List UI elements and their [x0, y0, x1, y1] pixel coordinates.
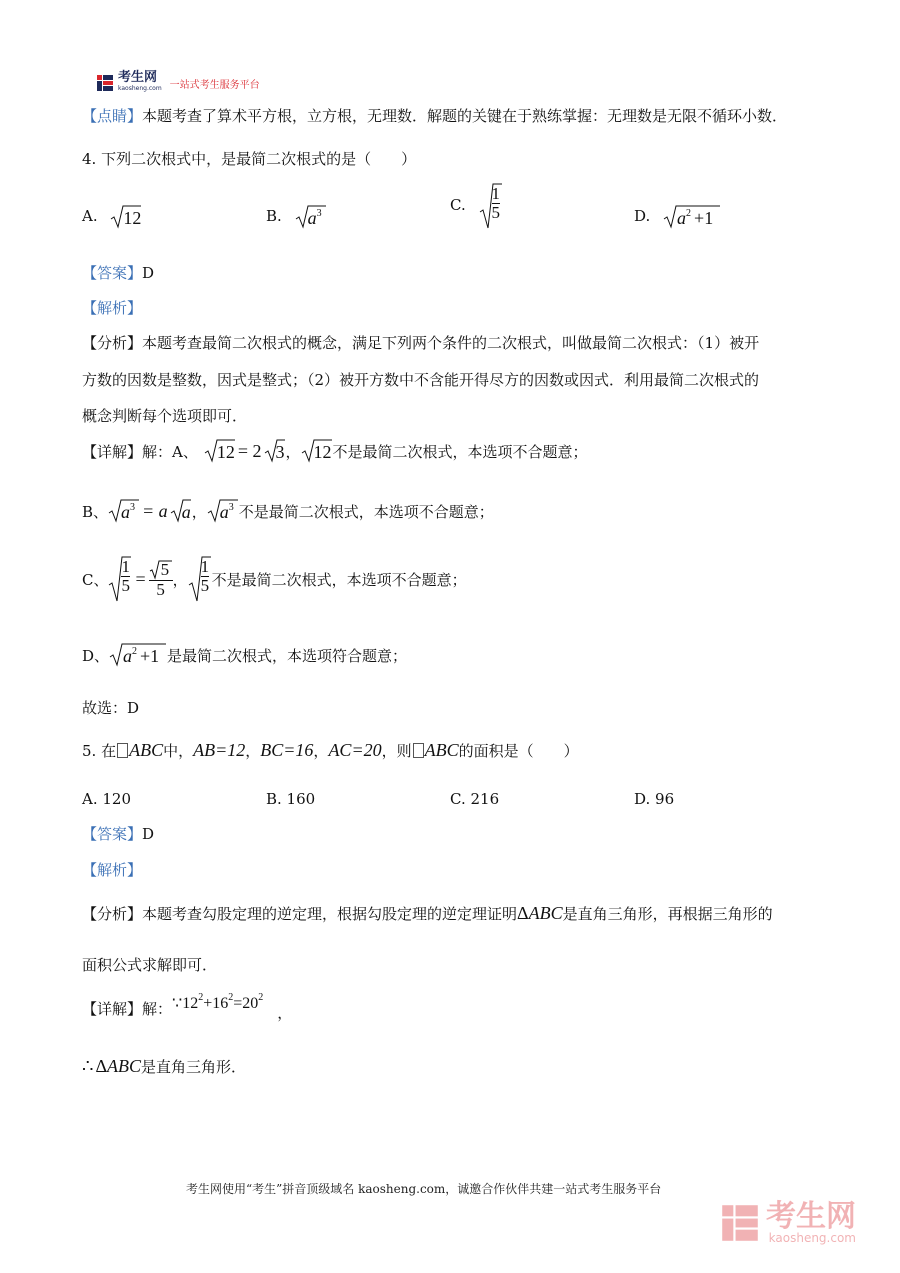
q4-xiangjie-c: C、 1 5 = $\frac{5}{5}$ ， 1 5 不是最简二次根式，本选项不合题意；: [82, 555, 467, 603]
base: a: [121, 502, 131, 522]
q5-answer-value: D: [142, 825, 155, 843]
kaosheng-watermark-icon: [720, 1203, 760, 1243]
q4-line-b-pre: B、: [82, 502, 109, 521]
comma: ，: [245, 742, 261, 760]
q4-option-b-label: B.: [266, 207, 282, 225]
eq-term: =20: [233, 995, 259, 1012]
q4-xiangjie-a: [82, 438, 588, 464]
sqrt-icon: [188, 555, 212, 603]
q4-option-d: [634, 204, 721, 230]
sqrt-icon: [295, 204, 327, 230]
q4-line-a-eq: = 2: [237, 440, 262, 461]
base: a: [181, 502, 191, 522]
exp: 2: [132, 646, 138, 657]
sqrt-icon: [479, 182, 503, 230]
q5-option-b: B. 160: [266, 790, 316, 808]
q4-option-a-label: A.: [82, 207, 98, 225]
base: a: [219, 502, 229, 522]
q5-option-c: C. 216: [450, 790, 500, 808]
kaosheng-logo-icon: [96, 74, 114, 92]
header-logo: [96, 72, 260, 94]
exp: 2: [228, 992, 234, 1003]
den: 5: [156, 579, 165, 599]
q5-jiexi: 【解析】: [82, 861, 143, 879]
q5-fenxi-1a: 本题考查勾股定理的逆定理，根据勾股定理的逆定理证明: [142, 905, 518, 923]
watermark: [720, 1199, 856, 1245]
q5-option-d: D. 96: [634, 790, 675, 808]
q4-c-den: 5: [491, 203, 500, 222]
q5-answer-tag: 【答案】: [82, 825, 143, 843]
exp: 2: [258, 992, 264, 1003]
q4-option-c-label: C.: [450, 196, 466, 214]
q4-answer-tag: 【答案】: [82, 264, 143, 282]
delta: Δ: [95, 1056, 108, 1076]
sqrt-icon: [207, 498, 239, 524]
exp: 3: [130, 502, 136, 513]
q4-fenxi-text-1: 本题考查最简二次根式的概念，满足下列两个条件的二次根式，叫做最简二次根式：（1）被开: [142, 334, 760, 352]
q4-b-exp: 3: [316, 208, 322, 219]
q4-d-tail: +1: [694, 208, 714, 228]
dianjing-tag: 【点睛】: [82, 107, 143, 125]
tail: +1: [140, 646, 160, 666]
q5-fenxi-1b: 是直角三角形，再根据三角形的: [562, 905, 773, 923]
q4-option-c: [450, 182, 503, 230]
sqrt-icon: [301, 438, 333, 464]
q4-line-a-rad: 3: [275, 442, 285, 462]
q4-line-c-post: 不是最简二次根式，本选项不合题意；: [211, 570, 467, 589]
q5-abc: ABC: [424, 740, 459, 760]
triangle-placeholder-icon: [413, 743, 424, 758]
q5-ab: AB=12: [193, 740, 246, 760]
q5-fenxi-tag: 【分析】: [82, 905, 143, 923]
q4-stem: 4. 下列二次根式中，是最简二次根式的是（ ）: [82, 150, 417, 168]
logo-slogan: 一站式考生服务平台: [169, 79, 260, 91]
q4-line-d-pre: D、: [82, 646, 110, 665]
q4-xiangjie-tag: 【详解】: [82, 442, 143, 461]
q5-therefore: [82, 1056, 246, 1077]
logo-domain: kaosheng.com: [118, 85, 162, 92]
dianjing-line: [82, 105, 787, 126]
q4-line-a-pre: 解：A、: [142, 442, 198, 461]
radicand: 12: [313, 442, 332, 462]
sqrt-icon: [110, 204, 142, 230]
q4-xiangjie-b: [82, 498, 494, 524]
footer-text: 考生网使用“考生”拼音顶级域名 kaosheng.com，诚邀合作伙伴共建一站式考生服务平台: [186, 1182, 662, 1196]
q4-b-base: a: [307, 208, 317, 228]
exp: 2: [198, 992, 204, 1003]
q5-xiangjie-pre: 解：: [142, 1000, 173, 1018]
q4-fenxi-line-1: [82, 332, 759, 353]
sqrt-icon: [204, 438, 236, 464]
q5-therefore-post: 是直角三角形．: [141, 1058, 247, 1076]
q4-line-a-post: 不是最简二次根式，本选项不合题意；: [332, 442, 588, 461]
exp: 3: [228, 502, 234, 513]
q5-bc: BC=16: [260, 740, 314, 760]
q5-abc: ABC: [528, 903, 563, 923]
q4-xiangjie-d: [82, 642, 407, 668]
q4-guxuan: 故选：D: [82, 699, 140, 717]
q5-option-a: A. 120: [82, 790, 131, 808]
q5-fenxi-line-1: [82, 903, 773, 924]
q5-stem-mid1: 中，: [163, 742, 194, 760]
den: 5: [121, 576, 130, 595]
comma: ，: [277, 1004, 293, 1022]
triangle-placeholder-icon: [117, 743, 128, 758]
q5-stem: [82, 740, 579, 761]
q4-line-b-post: 不是最简二次根式，本选项不合题意；: [238, 502, 494, 521]
comma: ，: [172, 570, 188, 589]
delta: Δ: [517, 903, 529, 923]
q4-line-c-pre: C、: [82, 570, 109, 589]
watermark-name: 考生网: [766, 1199, 856, 1234]
den: 5: [200, 576, 210, 595]
q5-stem-mid2: ，则: [381, 742, 412, 760]
q5-abc: ABC: [129, 740, 164, 760]
sqrt-icon: [108, 498, 140, 524]
q5-stem-pre: 5. 在: [82, 742, 117, 760]
q4-c-num: 1: [491, 184, 500, 203]
den: 5: [160, 559, 170, 579]
q5-stem-post: 的面积是（ ）: [458, 742, 579, 760]
q5-answer: [82, 823, 154, 844]
eq-term: +16: [203, 995, 229, 1012]
q5-xiangjie-tag: 【详解】: [82, 1000, 143, 1018]
q5-equation: [172, 992, 263, 1013]
q5-xiangjie: [82, 992, 292, 1023]
num: 1: [200, 557, 210, 576]
q4-fenxi-text-2: 方数的因数是整数，因式是整式；（2）被开方数中不含能开得尽方的因数或因式．利用最简二次根式的: [82, 371, 760, 389]
q4-option-b: [266, 204, 327, 230]
q4-option-a: [82, 204, 142, 230]
q4-d-base: a: [677, 208, 687, 228]
q4-d-exp: 2: [686, 208, 692, 219]
sqrt-icon: [264, 438, 286, 464]
comma: ，: [191, 502, 207, 521]
sqrt-icon: [109, 642, 167, 668]
q4-option-d-label: D.: [634, 207, 651, 225]
q4-fenxi-tag: 【分析】: [82, 334, 143, 352]
q5-abc: ABC: [107, 1056, 142, 1076]
fraction-sqrt5-over-5: [149, 560, 173, 599]
q4-jiexi: 【解析】: [82, 299, 143, 317]
dianjing-text: 本题考查了算术平方根，立方根，无理数．解题的关键在于熟练掌握：无理数是无限不循环小数．: [142, 107, 788, 125]
logo-name: 考生网: [118, 70, 158, 85]
therefore-icon: ∴: [82, 1056, 94, 1076]
radicand: 12: [216, 442, 235, 462]
q4-fenxi-text-3: 概念判断每个选项即可．: [82, 407, 248, 425]
eq-term: 12: [182, 995, 199, 1012]
q4-answer: [82, 262, 154, 283]
sqrt-icon: [663, 204, 721, 230]
q5-fenxi-text-2: 面积公式求解即可．: [82, 956, 218, 974]
comma: ，: [313, 742, 329, 760]
q4-answer-value: D: [142, 264, 155, 282]
q5-ac: AC=20: [328, 740, 382, 760]
sqrt-icon: [170, 498, 192, 524]
sqrt-icon: [108, 555, 132, 603]
comma: ，: [285, 442, 301, 461]
q4-a-radicand: 12: [123, 208, 142, 228]
num: 1: [121, 557, 130, 576]
because-icon: ∵: [172, 995, 183, 1012]
base: a: [123, 646, 133, 666]
q4-line-b-eq: = a: [142, 500, 168, 521]
watermark-domain: kaosheng.com: [768, 1231, 856, 1245]
q4-line-d-post: 是最简二次根式，本选项符合题意；: [167, 646, 408, 665]
